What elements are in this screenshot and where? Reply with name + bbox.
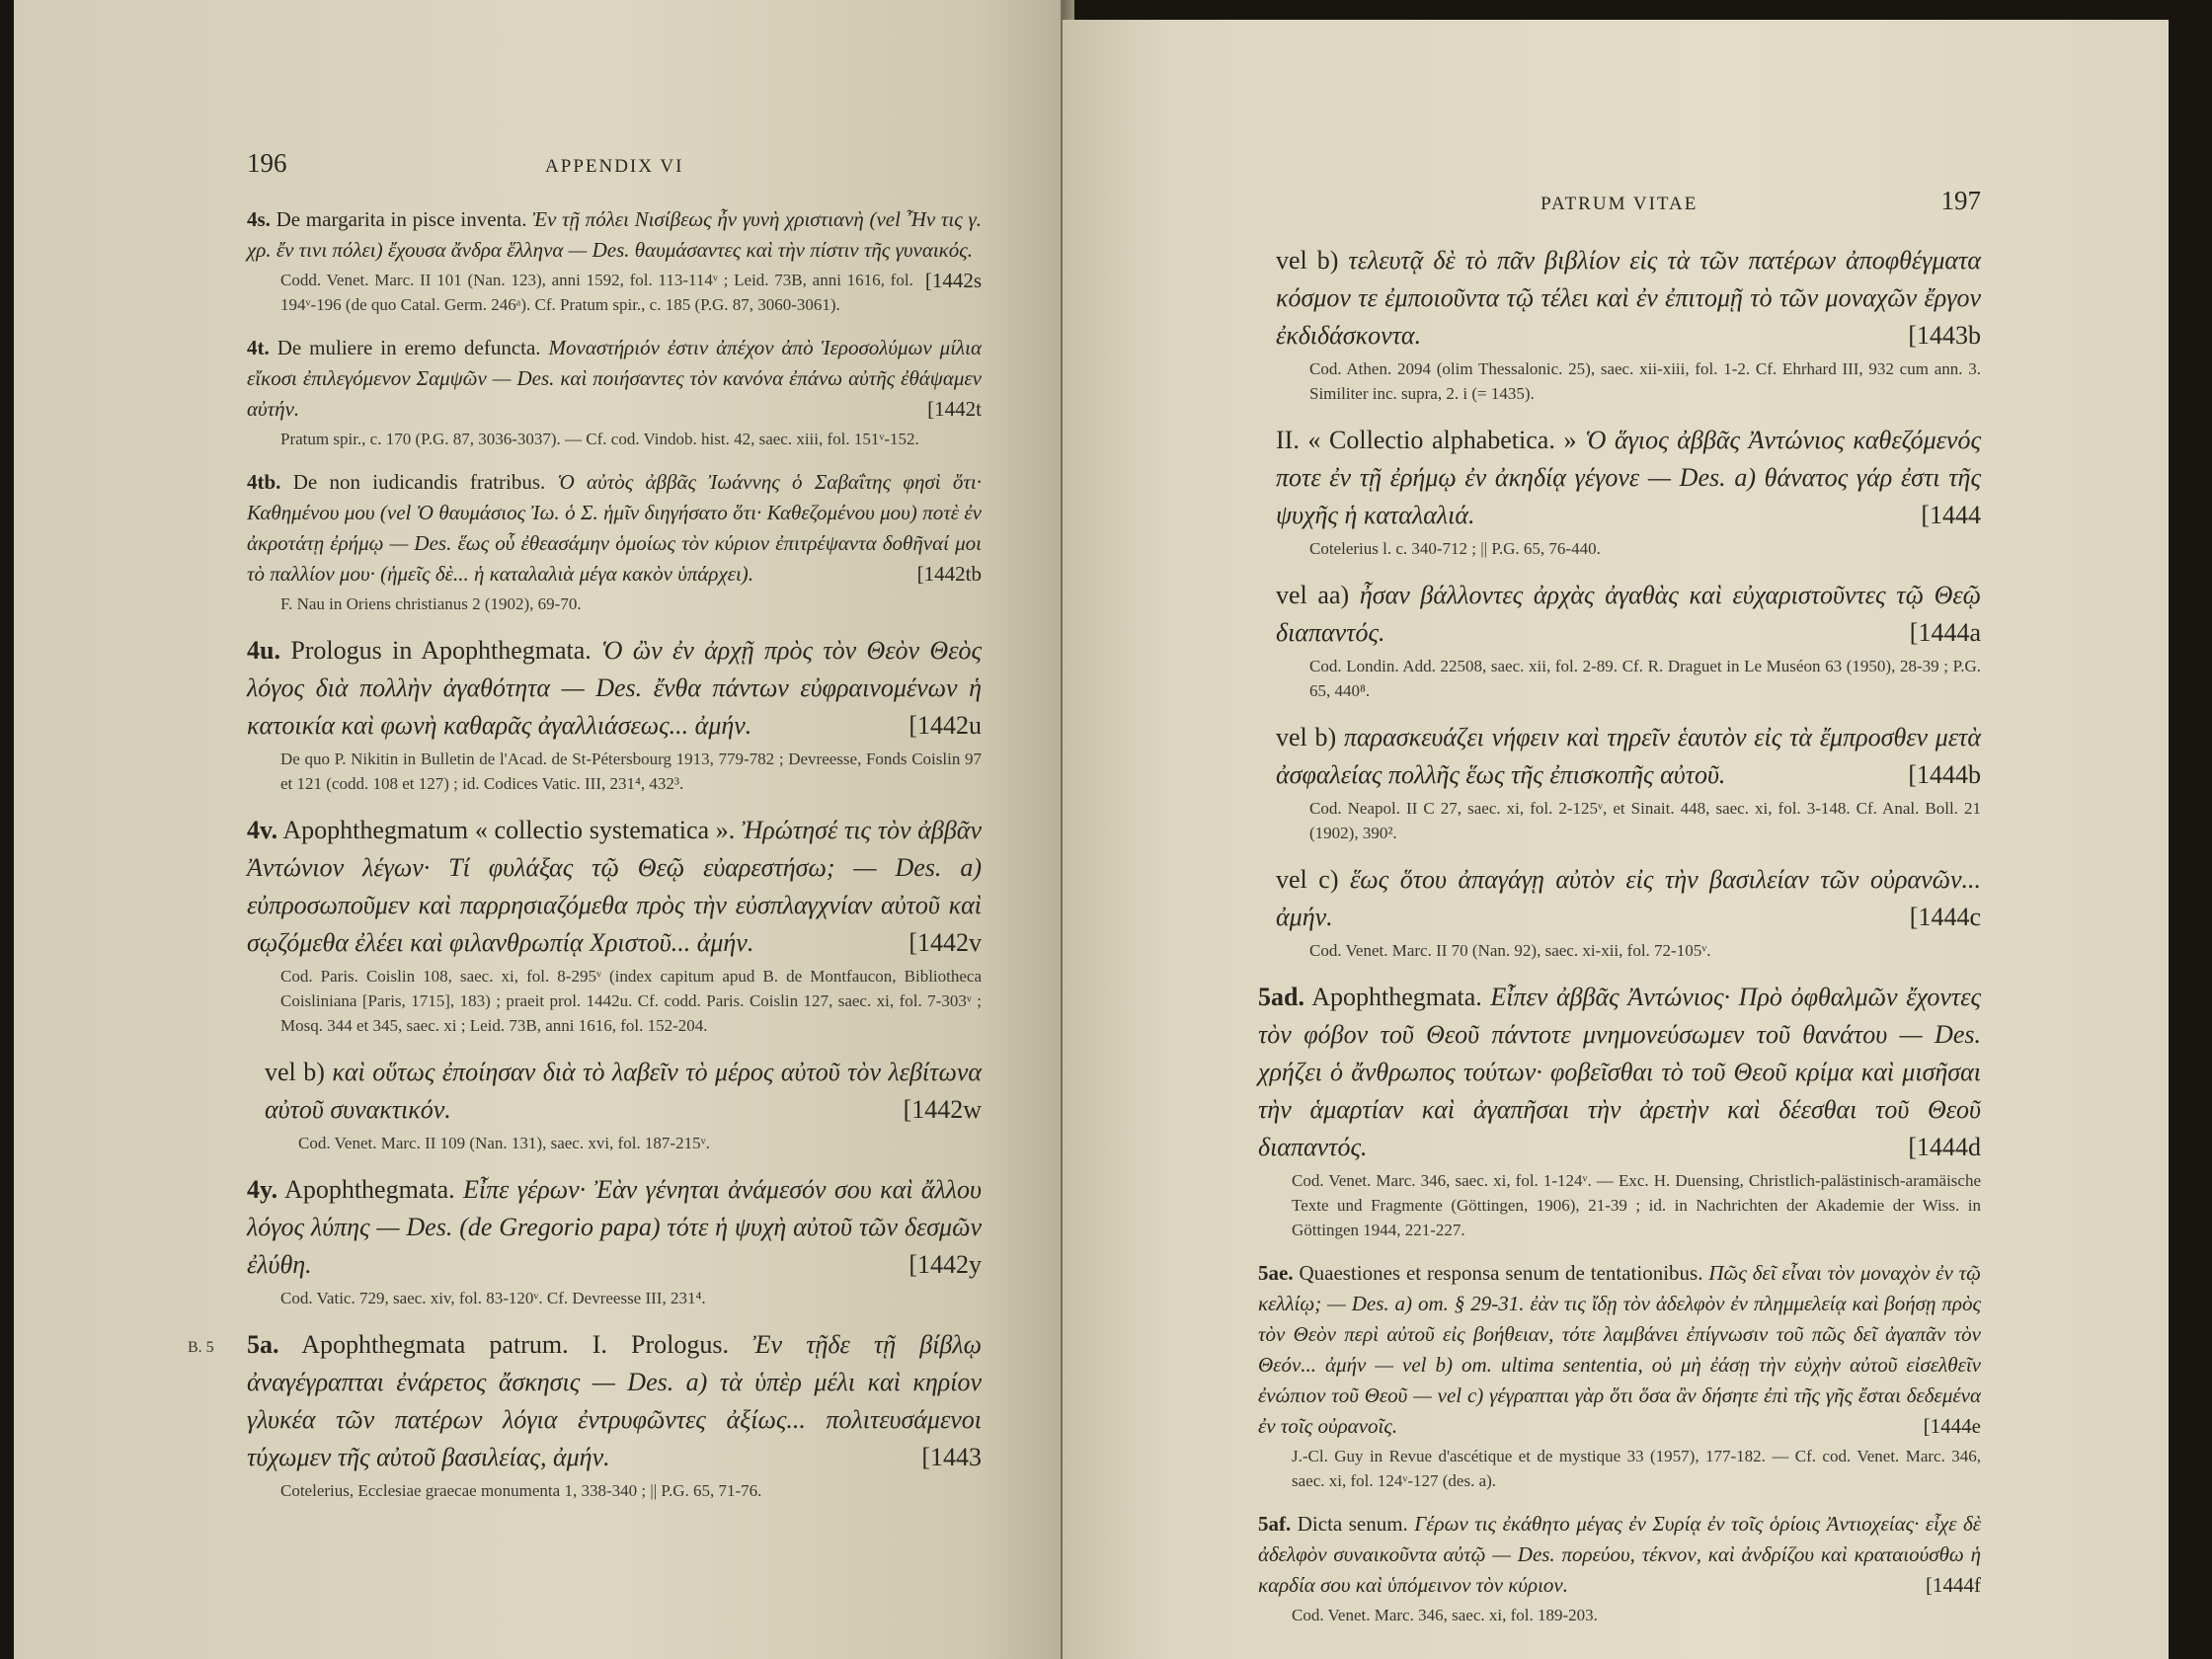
running-title-right: PATRUM VITAE <box>1540 194 1698 214</box>
catalog-entry <box>1258 577 1981 703</box>
entry-codices: Cod. Neapol. II C 27, saec. xi, fol. 2-125ᵛ, et Sinait. 448, saec. xi, fol. 3-148. Cf. Anal. Boll. 21 (1902), 390². <box>1309 799 1981 842</box>
entry-code: 5a. <box>247 1330 279 1359</box>
entry-incipit: καὶ οὕτως ἐποίησαν διὰ τὸ λαβεῖν τὸ μέρος αὐτοῦ τὸν λεβίτωνα αὐτοῦ συνακτικόν. <box>265 1058 983 1124</box>
entry-incipit: Ὁ αὐτὸς ἀββᾶς Ἰωάννης ὁ Σαβαΐτης φησὶ ὅτι· Καθημένου μου (vel Ὁ θαυμάσιος Ἰω. ὁ Σ. ἡμῖν διηγήσατο ὅτι· Καθεζομένου μου) ποτὲ ἐν ἀκροτάτῃ ἐρήμῳ — Des. ἕως οὗ ἐθεασάμην ὁμοίως τὸν κύριον ἐπιτρέψαντα δοθῆναί μοι τὸ παλλίον μου· (ἡμεῖς δὲ... ἡ καταλαλιὰ μέγα κακὸν ὑπάρχει). <box>247 470 982 586</box>
entry-title: II. « Collectio alphabetica. » <box>1276 426 1577 454</box>
entry-codices: Cod. Vatic. 729, saec. xiv, fol. 83-120ᵛ. Cf. Devreesse III, 231⁴. <box>280 1289 706 1307</box>
catalog-entry <box>1258 1509 1981 1627</box>
entry-bhg-number: [1443b <box>1908 321 1981 350</box>
entry-bhg-number: [1444d <box>1908 1133 1981 1161</box>
entry-codices: Cod. Venet. Marc. 346, saec. xi, fol. 189-203. <box>1292 1606 1598 1624</box>
entry-incipit: ἦσαν βάλλοντες ἀρχὰς ἀγαθὰς καὶ εὐχαριστοῦντες τῷ Θεῷ διαπαντός. <box>1276 581 1981 647</box>
entry-title: Apophthegmata patrum. I. Prologus. <box>301 1330 729 1359</box>
entry-bhg-number: [1444f <box>1926 1573 1981 1597</box>
entry-title: De muliere in eremo defuncta. <box>276 336 541 359</box>
catalog-entry <box>247 204 982 317</box>
entry-title: vel c) <box>1276 865 1339 894</box>
entry-incipit: Ἐν τῇ πόλει Νισίβεως ἦν γυνὴ χριστιανὴ (vel Ἦν τις γ. χρ. ἔν τινι πόλει) ἔχουσα ἄνδρα ἕλληνα — Des. θαυμάσαντες καὶ τὴν πίστιν τῆς γυναικός. <box>247 207 983 262</box>
catalog-entry <box>1258 719 1981 845</box>
catalog-entry <box>247 1326 982 1503</box>
catalog-entry <box>1258 422 1981 561</box>
entry-title: vel b) <box>265 1058 325 1086</box>
entry-code: 4t. <box>247 336 270 359</box>
entry-bhg-number: [1442s <box>924 269 982 292</box>
entry-codices: Cotelerius, Ecclesiae graecae monumenta 1, 338-340 ; || P.G. 65, 71-76. <box>280 1481 762 1500</box>
entry-code: 4s. <box>247 207 271 231</box>
entry-title: vel b) <box>1276 246 1339 275</box>
entry-title: vel b) <box>1276 723 1337 751</box>
entry-title: Dicta senum. <box>1297 1512 1408 1536</box>
entry-incipit: παρασκευάζει νήφειν καὶ τηρεῖν ἑαυτὸν εἰς τὰ ἔμπροσθεν μετὰ ἀσφαλείας πολλῆς ἕως τῆς ἐπισκοπῆς αὐτοῦ. <box>1276 723 1982 789</box>
entry-codices: Cod. Venet. Marc. II 109 (Nan. 131), saec. xvi, fol. 187-215ᵛ. <box>298 1134 710 1152</box>
entry-bhg-number: [1442w <box>903 1095 982 1124</box>
catalog-entry <box>1258 861 1981 963</box>
page-number-left: 196 <box>247 148 287 178</box>
entry-incipit: Ἠρώτησέ τις τὸν ἀββᾶν Ἀντώνιον λέγων· Τί φυλάξας τῷ Θεῷ εὐαρεστήσω; — Des. a) εὐπροσωποῦμεν καὶ παρρησιαζόμεθα πρὸς τὴν εὐσπλαγχνίαν αὐτοῦ καὶ σῳζόμεθα ἐλέει καὶ φιλανθρωπίᾳ Χριστοῦ... ἀμήν. <box>247 816 982 957</box>
entry-codices: Cod. Venet. Marc. 346, saec. xi, fol. 1-124ᵛ. — Exc. H. Duensing, Christlich-palästinisch-aramäische Texte und Fragmente (Göttingen, 1906), 21-39 ; id. in Nachrichten der Akademie der Wiss. in Göttingen 1944, 221-227. <box>1292 1171 1981 1239</box>
entry-bhg-number: [1444b <box>1908 760 1981 789</box>
catalog-entry <box>247 333 982 451</box>
catalog-entry <box>247 1054 982 1155</box>
entry-codices: Cod. Londin. Add. 22508, saec. xii, fol. 2-89. Cf. R. Draguet in Le Muséon 63 (1950), 28-39 ; P.G. 65, 440⁸. <box>1309 657 1981 700</box>
entry-bhg-number: [1444a <box>1909 618 1981 647</box>
entry-codices: Codd. Venet. Marc. II 101 (Nan. 123), anni 1592, fol. 113-114ᵛ ; Leid. 73B, anni 1616, fol. 194ᵛ-196 (de quo Catal. Germ. 246ᵃ). Cf. Pratum spir., c. 185 (P.G. 87, 3060-3061). <box>280 271 913 314</box>
entry-incipit: Μοναστήριόν ἐστιν ἀπέχον ἀπὸ Ἱεροσολύμων μίλια εἴκοσι ἐπιλεγόμενον Σαμψῶν — Des. καὶ ποιήσαντες τὸν κανόνα ἐπάνω αὐτῆς ἐθάψαμεν αὐτήν. <box>247 336 983 421</box>
entry-bhg-number: [1444c <box>1909 903 1981 931</box>
entry-bhg-number: [1444 <box>1921 501 1981 529</box>
entry-title: Apophthegmata. <box>1311 983 1482 1011</box>
catalog-entry <box>1258 1258 1981 1493</box>
entry-title: De margarita in pisce inventa. <box>276 207 527 231</box>
entry-title: Apophthegmata. <box>284 1175 455 1204</box>
entry-codices: Cod. Venet. Marc. II 70 (Nan. 92), saec. xi-xii, fol. 72-105ᵛ. <box>1309 941 1711 960</box>
running-head-right <box>1258 186 1981 216</box>
entry-title: vel aa) <box>1276 581 1350 609</box>
catalog-entry <box>1258 979 1981 1242</box>
entry-bhg-number: [1444e <box>1923 1414 1981 1438</box>
entry-code: 5ad. <box>1258 983 1304 1011</box>
entry-incipit: Γέρων τις ἐκάθητο μέγας ἐν Συρίᾳ ἐν τοῖς ὁρίοις Ἀντιοχείας· εἶχε δὲ ἀδελφὸν συναικοῦντα αὐτῷ — Des. πορεύου, τέκνον, καὶ ἀνδρίζου καὶ κραταιούσθω ἡ καρδία σου καὶ ὑπόμεινον τὸν κύριον. <box>1258 1512 1982 1597</box>
entry-codices: Cod. Athen. 2094 (olim Thessalonic. 25), saec. xii-xiii, fol. 1-2. Cf. Ehrhard III, 932 cum ann. 3. Similiter inc. supra, 2. i (= 1435). <box>1309 359 1981 403</box>
catalog-entry <box>247 467 982 616</box>
entry-incipit: Ἐν τῇδε τῇ βίβλῳ ἀναγέγραπται ἐνάρετος ἄσκησις — Des. a) τὰ ὑπὲρ μέλι καὶ κηρίον γλυκέα τῶν πατέρων λόγια ἐντρυφῶντες ἀξίως... πολιτευσάμενοι τύχωμεν τῆς αὐτοῦ βασιλείας, ἀμήν. <box>247 1330 982 1471</box>
left-entries <box>247 204 982 1503</box>
entry-incipit: Ὁ ὢν ἐν ἀρχῇ πρὸς τὸν Θεὸν Θεὸς λόγος διὰ πολλὴν ἀγαθότητα — Des. ἔνθα πάντων εὐφραινομένων ἡ κατοικία καὶ φωνὴ καθαρᾶς ἀγαλλιάσεως... ἀμήν. <box>247 636 983 740</box>
margin-note: B. 5 <box>188 1339 214 1356</box>
page-number-right: 197 <box>1940 186 1981 215</box>
running-head-left <box>247 148 982 179</box>
entry-code: 4v. <box>247 816 278 844</box>
entry-code: 4y. <box>247 1175 278 1204</box>
entry-codices: F. Nau in Oriens christianus 2 (1902), 69-70. <box>280 594 582 613</box>
running-title-left: APPENDIX VI <box>545 156 684 177</box>
entry-title: Quaestiones et responsa senum de tentationibus. <box>1299 1261 1703 1285</box>
entry-bhg-number: [1442t <box>927 397 982 421</box>
catalog-entry <box>247 1171 982 1310</box>
right-page <box>1063 20 2169 1659</box>
entry-codices: Cod. Paris. Coislin 108, saec. xi, fol. 8-295ᵛ (index capitum apud B. de Montfaucon, Bibliotheca Coisliniana [Paris, 1715], 183) ; praeit prol. 1442u. Cf. codd. Paris. Coislin 127, saec. xi, fol. 7-303ᵛ ; Mosq. 344 et 345, saec. xi ; Leid. 73B, anni 1616, fol. 152-204. <box>280 967 982 1035</box>
entry-code: 4u. <box>247 636 280 665</box>
entry-codices: J.-Cl. Guy in Revue d'ascétique et de mystique 33 (1957), 177-182. — Cf. cod. Venet. Marc. 346, saec. xi, fol. 124ᵛ-127 (des. a). <box>1292 1447 1981 1490</box>
entry-incipit: Εἶπεν ἀββᾶς Ἀντώνιος· Πρὸ ὀφθαλμῶν ἔχοντες τὸν φόβον τοῦ Θεοῦ πάντοτε μνημονεύσωμεν τοῦ θανάτου — Des. χρήζει ὁ ἄνθρωπος τούτων· φοβεῖσθαι τὸ τοῦ Θεοῦ κρίμα καὶ μισῆσαι τὴν ἁμαρτίαν καὶ ἀγαπῆσαι τὴν ἀρετὴν καὶ δέεσθαι τοῦ Θεοῦ διαπαντός. <box>1258 983 1981 1161</box>
entry-incipit: Εἶπε γέρων· Ἐὰν γένηται ἀνάμεσόν σου καὶ ἄλλου λόγος λύπης — Des. (de Gregorio papa) τότε ἡ ψυχὴ αὐτοῦ τῶν δεσμῶν ἐλύθη. <box>247 1175 982 1279</box>
entry-codices: Pratum spir., c. 170 (P.G. 87, 3036-3037). — Cf. cod. Vindob. hist. 42, saec. xiii, fol. 151ᵛ-152. <box>280 430 919 448</box>
entry-title: Apophthegmatum « collectio systematica ». <box>282 816 736 844</box>
entry-incipit: ἕως ὅτου ἀπαγάγῃ αὐτὸν εἰς τὴν βασιλείαν τῶν οὐρανῶν... ἀμήν. <box>1276 865 1982 931</box>
entry-bhg-number: [1442u <box>908 711 982 740</box>
catalog-entry <box>1258 242 1981 406</box>
entry-bhg-number: [1442tb <box>916 562 982 586</box>
entry-bhg-number: [1443 <box>921 1443 982 1471</box>
catalog-entry <box>247 812 982 1038</box>
entry-title: Prologus in Apophthegmata. <box>290 636 592 665</box>
right-entries <box>1258 242 1981 1627</box>
entry-codices: De quo P. Nikitin in Bulletin de l'Acad. de St-Pétersbourg 1913, 779-782 ; Devreesse, Fonds Coislin 97 et 121 (codd. 108 et 127) ; id. Codices Vatic. III, 231⁴, 432³. <box>280 750 982 793</box>
entry-incipit: Ὁ ἅγιος ἀββᾶς Ἀντώνιος καθεζόμενός ποτε ἐν τῇ ἐρήμῳ ἐν ἀκηδίᾳ γέγονε — Des. a) θάνατος γάρ ἐστι τῆς ψυχῆς ἡ καταλαλιά. <box>1276 426 1981 529</box>
entry-title: De non iudicandis fratribus. <box>292 470 546 494</box>
entry-code: 4tb. <box>247 470 281 494</box>
entry-code: 5ae. <box>1258 1261 1294 1285</box>
entry-code: 5af. <box>1258 1512 1292 1536</box>
left-page <box>14 0 1061 1659</box>
entry-incipit: τελευτᾷ δὲ τὸ πᾶν βιβλίον εἰς τὰ τῶν πατέρων ἀποφθέγματα κόσμον τε ἐμποιοῦντα τῷ τέλει καὶ ἐν ἐπιτομῇ τὸ τῶν μοναχῶν ἔργον ἐκδιδάσκοντα. <box>1276 246 1982 350</box>
entry-bhg-number: [1442y <box>908 1250 982 1279</box>
entry-codices: Cotelerius l. c. 340-712 ; || P.G. 65, 76-440. <box>1309 539 1601 558</box>
entry-incipit: Πῶς δεῖ εἶναι τὸν μοναχὸν ἐν τῷ κελλίῳ; — Des. a) om. § 29-31. ἐὰν τις ἴδῃ τὸν ἀδελφὸν ἐν πλημμελείᾳ καὶ βοήσῃ πρὸς τὸν Θεὸν περὶ αὐτοῦ εἰς βοήθειαν, τότε λαμβάνει ἐπίγνωσιν τοῦ πῶς δεῖ ἀγαπᾶν τὸν Θεόν... ἀμήν — vel b) om. ultima sententia, οὐ μὴ ἐάσῃ τὴν εὐχὴν αὐτοῦ εἰσελθεῖν ἐνώπιον τοῦ Θεοῦ — vel c) γέγραπται γὰρ ὅτι ὅσα ἂν δήσητε ἐπὶ τῆς γῆς ἔσται δεδεμένα ἐν τοῖς οὐρανοῖς. <box>1258 1261 1981 1438</box>
catalog-entry <box>247 632 982 796</box>
entry-bhg-number: [1442v <box>908 928 982 957</box>
